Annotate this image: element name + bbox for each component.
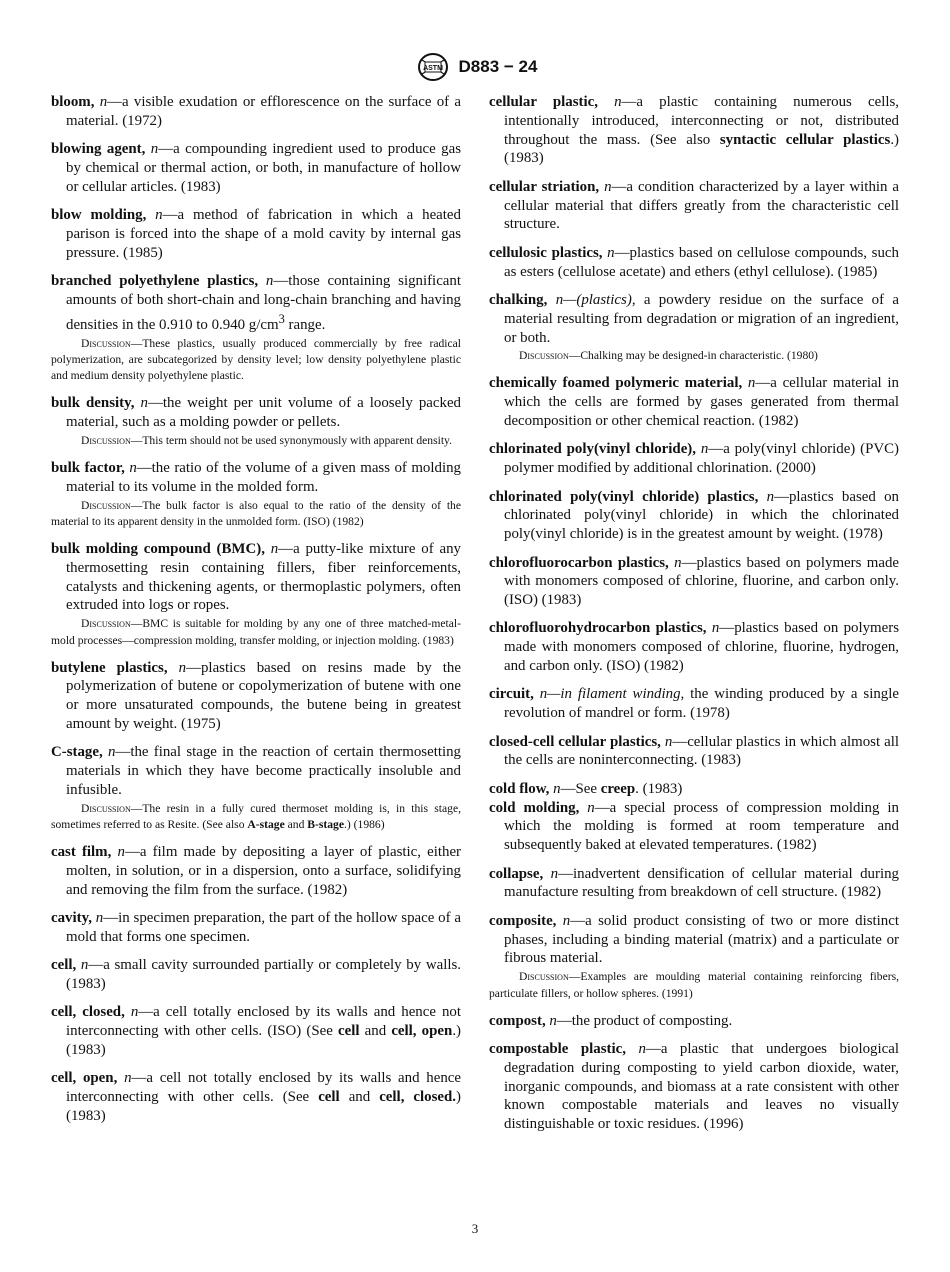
cross-reference: creep	[600, 780, 636, 797]
svg-text:ASTM: ASTM	[422, 65, 443, 72]
entry-chalking: chalking, n—(plastics), a powdery residue on the surface of a material resulting from degradation or migration of an ingredient, or both.	[489, 291, 899, 346]
entry-cell-closed: cell, closed, n—a cell totally enclosed by its walls and hence not interconnecting with other cells. (ISO) (See cell and cell, open.) (1983)	[51, 1004, 461, 1059]
entry-cellular-plastic: cellular plastic, n—a plastic containing numerous cells, intentionally introduced, interconnecting or not, distributed throughout the mass. (See also syntactic cellular plastics.) (1983)	[489, 94, 899, 167]
discussion-note: Discussion—Examples are moulding material containing reinforcing fibers, particulate fillers, or hollow spheres. (1991)	[489, 970, 899, 1000]
discussion-note: Discussion—The resin in a fully cured thermoset molding is, in this stage, sometimes referred to as Resite. (See also A-stage and B-stage.) (1986)	[51, 801, 461, 832]
cross-reference: cell, closed.	[379, 1089, 457, 1106]
cross-reference: cell, open	[391, 1023, 453, 1040]
left-column	[51, 93, 461, 1135]
entry-cellulosic-plastics: cellulosic plastics, n—plastics based on cellulose compounds, such as esters (cellulose acetate) and ethers (ethyl cellulose). (1985)	[489, 244, 899, 280]
entry-bulk-factor: bulk factor, n—the ratio of the volume of a given mass of molding material to its volume in the molded form.	[51, 459, 461, 495]
entry-butylene-plastics: butylene plastics, n—plastics based on resins made by the polymerization of butene or copolymerization of butene with one or more unsaturated compounds, the butene being in greatest amount by weight. (1975)	[51, 659, 461, 732]
standard-designation: D883 − 24	[458, 57, 538, 76]
entry-compostable-plastic: compostable plastic, n—a plastic that undergoes biological degradation during composting to yield carbon dioxide, water, inorganic compounds, and biomass at a rate consistent with other known compostable materials and leaves no visually distinguishable or toxic residues. (1996)	[489, 1041, 899, 1133]
entry-chlorinated-pvc-plastics: chlorinated poly(vinyl chloride) plastics, n—plastics based on chlorinated poly(vinyl chloride) in which the chlorinated poly(vinyl chloride) is in the greatest amount by weight. (1978)	[489, 488, 899, 543]
entry-cellular-striation: cellular striation, n—a condition characterized by a layer within a cellular material that differs greatly from the characteristic cell structure.	[489, 178, 900, 233]
discussion-note: Discussion—BMC is suitable for molding by any one of three matched-metal-mold processes—compression molding, transfer molding, or injection molding. (1983)	[51, 617, 461, 647]
astm-logo-icon	[413, 52, 453, 82]
entry-collapse: collapse, n—inadvertent densification of cellular material during manufacture resulting from breakdown of cell structure. (1982)	[489, 865, 899, 901]
entry-cell: cell, n—a small cavity surrounded partially or completely by walls. (1983)	[51, 957, 461, 993]
cross-reference: cell	[338, 1023, 360, 1040]
entry-cast-film: cast film, n—a film made by depositing a layer of plastic, either molten, in solution, or in a dispersion, onto a surface, solidifying and removing the film from the surface. (1982)	[51, 844, 462, 898]
cross-reference: B-stage	[307, 818, 345, 832]
discussion-note: Discussion—The bulk factor is also equal to the ratio of the density of the material to its apparent density in the unmolded form. (ISO) (1982)	[51, 498, 461, 528]
entry-bloom: bloom, n—a visible exudation or efflorescence on the surface of a material. (1972)	[51, 94, 461, 129]
discussion-note: Discussion—This term should not be used synonymously with apparent density.	[81, 433, 452, 447]
discussion-note: Discussion—Chalking may be designed-in characteristic. (1980)	[519, 349, 818, 363]
entry-circuit: circuit, n—in filament winding, the winding produced by a single revolution of mandrel or form. (1978)	[489, 686, 899, 722]
entry-chemically-foamed-polymeric-material: chemically foamed polymeric material, n—a cellular material in which the cells are formed by gases generated from thermal decomposition or other chemical reaction. (1982)	[489, 375, 899, 429]
cross-reference: A-stage	[247, 818, 285, 832]
entry-composite: composite, n—a solid product consisting of two or more distinct phases, including a binding material (matrix) and a particulate or fibrous material.	[489, 912, 899, 967]
entry-closed-cell-cellular-plastics: closed-cell cellular plastics, n—cellular plastics in which almost all the cells are noninterconnecting. (1983)	[489, 733, 899, 769]
entry-cavity: cavity, n—in specimen preparation, the part of the hollow space of a mold that forms one specimen.	[51, 910, 461, 945]
entry-cell-open: cell, open, n—a cell not totally enclosed by its walls and hence interconnecting with other cells. (See cell and cell, closed.) (1983)	[51, 1070, 461, 1125]
page-number: 3	[471, 1221, 479, 1236]
entry-cold-molding: cold molding, n—a special process of compression molding in which the molding is formed at room temperature and subsequently baked at elevated temperatures. (1982)	[489, 799, 899, 854]
entry-chlorinated-pvc: chlorinated poly(vinyl chloride), n—a poly(vinyl chloride) (PVC) polymer modified by additional chlorination. (2000)	[489, 441, 899, 477]
cross-reference: cell	[318, 1089, 340, 1106]
discussion-note: Discussion—These plastics, usually produced commercially by free radical polymerization, are subcategorized by density level; low density polyethylene plastic and medium density polyethylene plastic.	[51, 336, 461, 383]
entry-chlorofluorocarbon-plastics: chlorofluorocarbon plastics, n—plastics based on polymers made with monomers composed of chlorine, fluorine, and carbon only. (ISO) (1983)	[489, 554, 899, 609]
right-column	[489, 93, 899, 1144]
entry-c-stage: C-stage, n—the final stage in the reaction of certain thermosetting materials in which they have become practically insoluble and infusible.	[51, 744, 461, 798]
entry-blow-molding: blow molding, n—a method of fabrication in which a heated parison is forced into the shape of a mold cavity by internal gas pressure. (1985)	[51, 207, 461, 261]
page-header	[0, 52, 950, 82]
entry-chlorofluorohydrocarbon-plastics: chlorofluorohydrocarbon plastics, n—plastics based on polymers made with monomers composed of chlorine, fluorine, hydrogen, and carbon only. (ISO) (1982)	[489, 620, 899, 675]
cross-reference: syntactic cellular plastics	[719, 131, 891, 148]
entry-branched-polyethylene-plastics: branched polyethylene plastics, n—those containing significant amounts of both short-chain and long-chain branching and having densities in the 0.910 to 0.940 $g/cm^3$ range.	[51, 273, 461, 333]
entry-blowing-agent: blowing agent, n—a compounding ingredient used to produce gas by chemical or thermal action, or both, in manufacture of hollow or cellular articles. (1983)	[51, 141, 462, 195]
entry-bulk-density: bulk density, n—the weight per unit volume of a loosely packed material, such as a molding powder or pellets.	[51, 395, 461, 431]
entry-compost: compost, n—the product of composting.	[489, 1012, 733, 1029]
entry-bulk-molding-compound: bulk molding compound (BMC), n—a putty-like mixture of any thermosetting resin containing fillers, fiber reinforcements, catalysts and thickening agents, or thermoplastic polymers, often extruded into logs or ropes.	[51, 540, 461, 614]
entry-cold-flow: cold flow, n—See creep. (1983)	[489, 780, 683, 797]
